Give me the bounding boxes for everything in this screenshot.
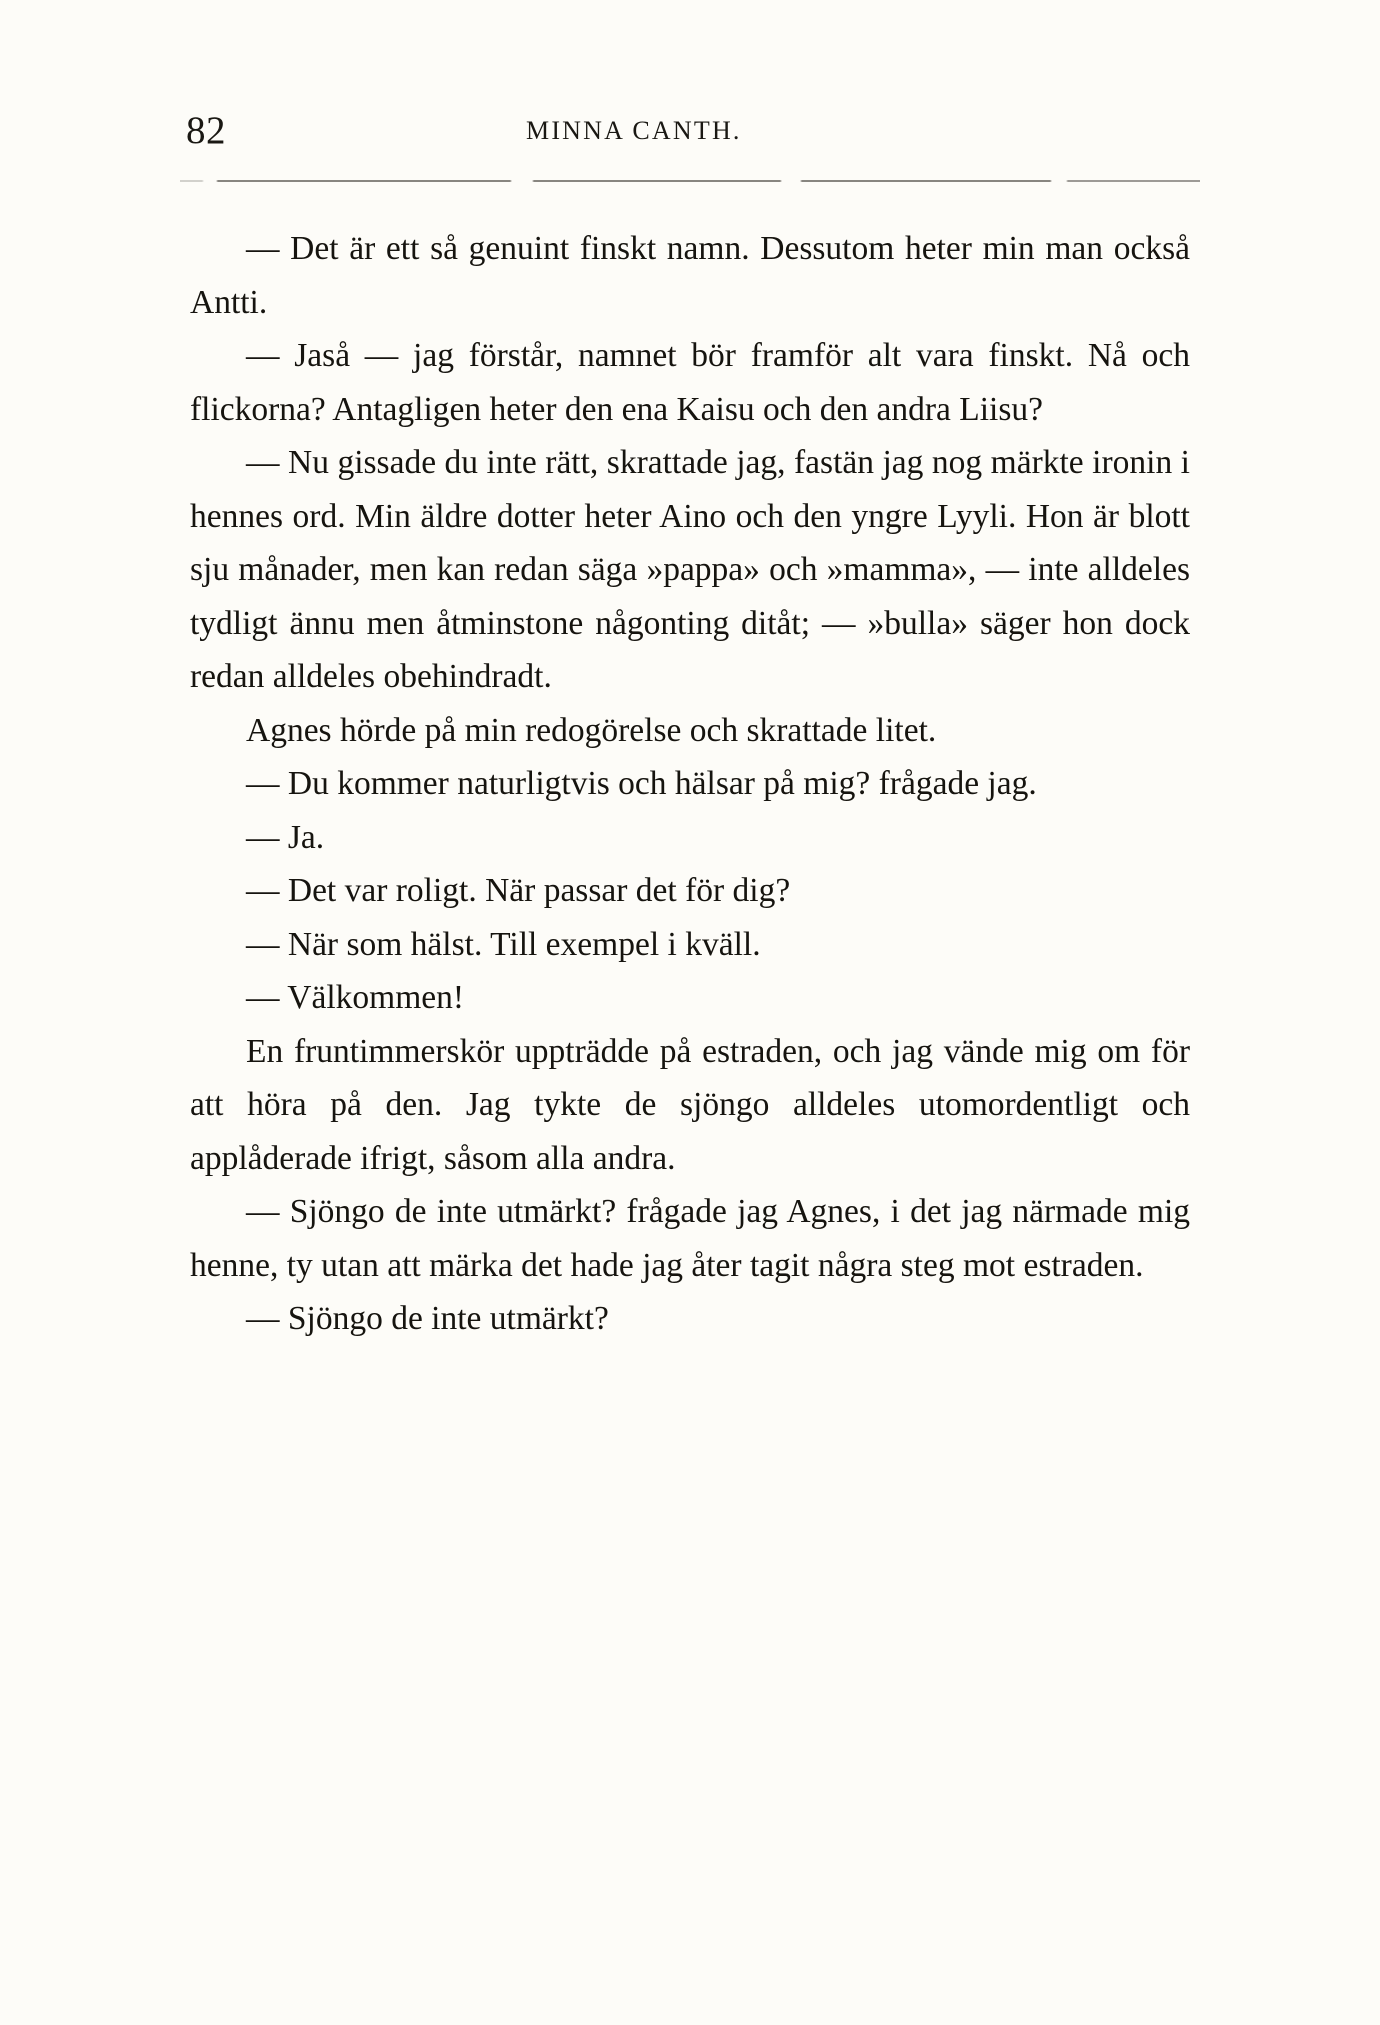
paragraph: — Ja.: [246, 818, 325, 856]
header-rule: [180, 180, 1200, 182]
page-header: [186, 108, 1194, 152]
paragraph: — Välkommen!: [246, 979, 465, 1016]
paragraph: — Sjöngo de inte utmärkt? frågade jag Agnes, i det jag närmade mig henne, ty utan att märka det hade jag åter tagit några steg mot estraden.: [190, 1193, 1190, 1284]
page-number: 82: [186, 109, 226, 152]
paragraph: En fruntimmerskör uppträdde på estraden, och jag vände mig om för att höra på den. Jag tykte de sjöngo alldeles utomordentligt och applåderade ifrigt, såsom alla andra.: [190, 1032, 1190, 1177]
running-head: MINNA CANTH.: [526, 116, 742, 145]
paragraph: — Det var roligt. När passar det för dig?: [246, 872, 791, 909]
paragraph: Agnes hörde på min redogörelse och skrattade litet.: [246, 711, 937, 749]
paragraph: — Det är ett så genuint finskt namn. Dessutom heter min man också Antti.: [190, 230, 1190, 321]
paragraph: — Sjöngo de inte utmärkt?: [246, 1300, 609, 1337]
paragraph: — Jaså — jag förstår, namnet bör framför alt vara finskt. Nå och flickorna? Antagligen heter den ena Kaisu och den andra Liisu?: [190, 337, 1190, 428]
paragraph: — Du kommer naturligtvis och hälsar på mig? frågade jag.: [246, 765, 1037, 802]
paragraph: — Nu gissade du inte rätt, skrattade jag, fastän jag nog märkte ironin i hennes ord. Min äldre dotter heter Aino och den yngre Lyyli. Hon är blott sju månader, men kan redan säga »pappa» och »mamma», — inte alldeles tydligt ännu men åtminstone någonting ditåt; — »bulla» säger hon dock redan alldeles obehindradt.: [190, 444, 1190, 695]
paragraph: — När som hälst. Till exempel i kväll.: [246, 925, 761, 963]
body-text: [190, 222, 1190, 1346]
